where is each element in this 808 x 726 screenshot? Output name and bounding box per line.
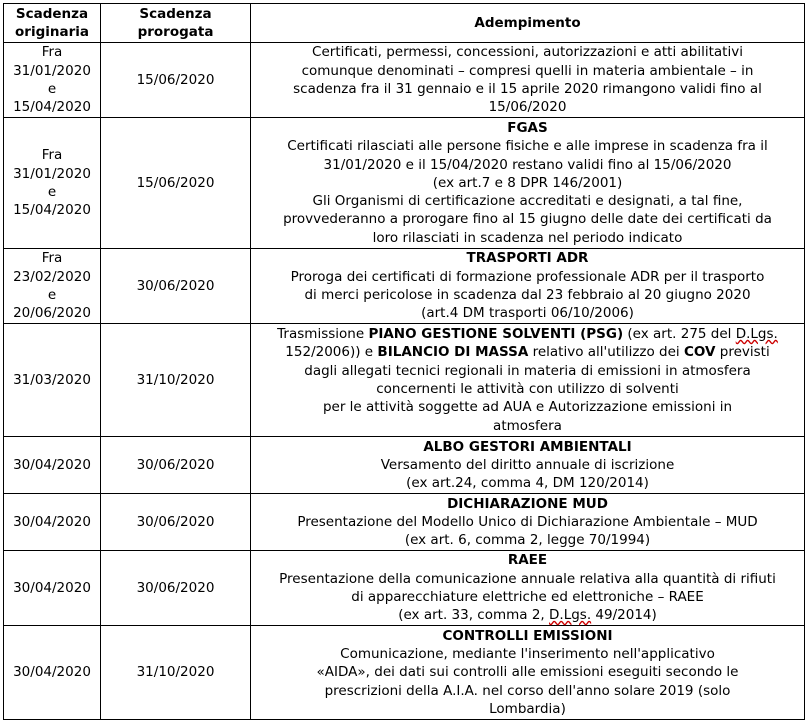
original-deadline-cell: 31/03/2020	[4, 324, 101, 437]
postponed-deadline-cell: 30/06/2020	[101, 551, 251, 626]
original-deadline-cell: 30/04/2020	[4, 551, 101, 626]
postponed-deadline-cell: 31/10/2020	[101, 626, 251, 720]
original-deadline-cell: 30/04/2020	[4, 626, 101, 720]
task-cell: TRASPORTI ADR Proroga dei certificati di formazione professionale ADR per il trasporto di merci pericolose in scadenza dal 23 febbraio al 20 giugno 2020 (art.4 DM trasporti 06/10/2006)	[251, 249, 805, 324]
task-cell: RAEE Presentazione della comunicazione annuale relativa alla quantità di rifiuti di apparecchiature elettriche ed elettroniche – RAEE (ex art. 33, comma 2, D.Lgs. 49/2014)	[251, 551, 805, 626]
header-task: Adempimento	[251, 4, 805, 43]
task-cell: CONTROLLI EMISSIONI Comunicazione, mediante l'inserimento nell'applicativo «AIDA», dei dati sui controlli alle emissioni eseguiti secondo le prescrizioni della A.I.A. nel corso dell'anno solare 2019 (solo Lombardia)	[251, 626, 805, 720]
task-title: RAEE	[507, 552, 548, 569]
task-cell: ALBO GESTORI AMBIENTALI Versamento del diritto annuale di iscrizione (ex art.24, comma 4, DM 120/2014)	[251, 437, 805, 494]
task-cell: Trasmissione PIANO GESTIONE SOLVENTI (PSG) (ex art. 275 del D.Lgs. 152/2006)) e BILANCIO DI MASSA relativo all'utilizzo dei COV previsti dagli allegati tecnici regionali in materia di emissioni in atmosfera concernenti le attività con utilizzo di solventi per le attività soggette ad AUA e Autorizzazione emissioni in atmosfera	[251, 324, 805, 437]
postponed-deadline-cell: 31/10/2020	[101, 324, 251, 437]
original-deadline-cell: 30/04/2020	[4, 494, 101, 551]
task-cell: Certificati, permessi, concessioni, autorizzazioni e atti abilitativi comunque denominati – compresi quelli in materia ambientale – in scadenza fra il 31 gennaio e il 15 aprile 2020 rimangono validi fino al 15/06/2020	[251, 43, 805, 118]
deadlines-table	[3, 3, 805, 720]
table-row	[4, 626, 805, 720]
postponed-deadline-cell: 15/06/2020	[101, 118, 251, 249]
postponed-deadline-cell: 30/06/2020	[101, 249, 251, 324]
task-title: TRASPORTI ADR	[466, 250, 589, 267]
original-deadline-cell: Fra 23/02/2020 e 20/06/2020	[4, 249, 101, 324]
table-row	[4, 249, 805, 324]
postponed-deadline-cell: 30/06/2020	[101, 437, 251, 494]
postponed-deadline-cell: 15/06/2020	[101, 43, 251, 118]
task-title: FGAS	[507, 119, 548, 136]
task-title: DICHIARAZIONE MUD	[447, 495, 608, 512]
table-row	[4, 324, 805, 437]
original-deadline-cell: Fra 31/01/2020 e 15/04/2020	[4, 43, 101, 118]
header-original: Scadenza originaria	[4, 4, 101, 43]
task-cell: FGAS Certificati rilasciati alle persone fisiche e alle imprese in scadenza fra il 31/01/2020 e il 15/04/2020 restano validi fino al 15/06/2020 (ex art.7 e 8 DPR 146/2001) Gli Organismi di certificazione accreditati e designati, a tal fine, provvederanno a prorogare fino al 15 giugno delle date dei certificati da loro rilasciati in scadenza nel periodo indicato	[251, 118, 805, 249]
table-row	[4, 118, 805, 249]
task-cell: DICHIARAZIONE MUD Presentazione del Modello Unico di Dichiarazione Ambientale – MUD (ex art. 6, comma 2, legge 70/1994)	[251, 494, 805, 551]
table-row	[4, 437, 805, 494]
header-postponed: Scadenza prorogata	[101, 4, 251, 43]
original-deadline-cell: 30/04/2020	[4, 437, 101, 494]
table-row	[4, 43, 805, 118]
original-deadline-cell: Fra 31/01/2020 e 15/04/2020	[4, 118, 101, 249]
task-title: CONTROLLI EMISSIONI	[442, 627, 613, 644]
postponed-deadline-cell: 30/06/2020	[101, 494, 251, 551]
table-row	[4, 551, 805, 626]
header-row	[4, 4, 805, 43]
task-title: ALBO GESTORI AMBIENTALI	[423, 438, 632, 455]
table-row	[4, 494, 805, 551]
